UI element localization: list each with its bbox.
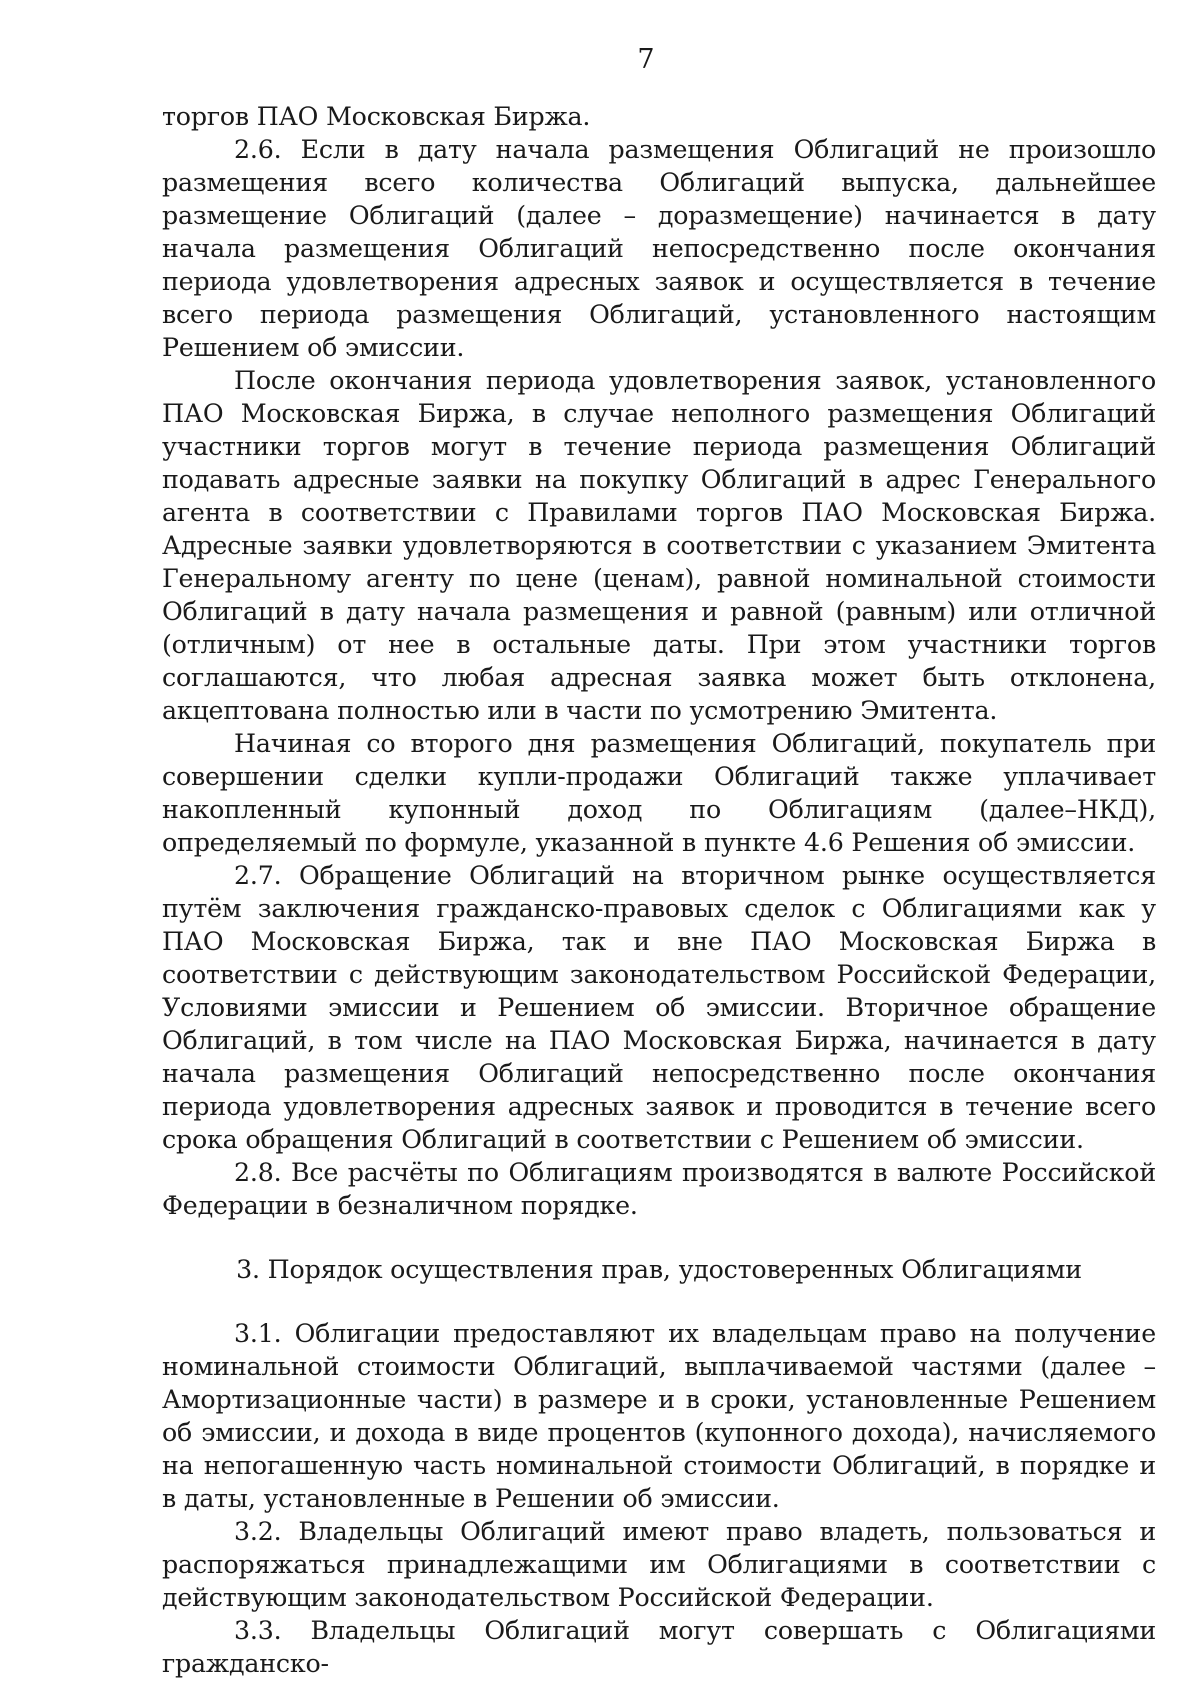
paragraph: 2.7. Обращение Облигаций на вторичном рынке осуществляется путём заключения гражданско-правовых сделок с Облигациями как у ПАО Московская Биржа, так и вне ПАО Московская Биржа в соответствии с действующим законодательством Российской Федерации, Условиями эмиссии и Решением об эмиссии. Вторичное обращение Облигаций, в том числе на ПАО Московская Биржа, начинается в дату начала размещения Облигаций непосредственно после окончания периода удовлетворения адресных заявок и проводится в течение всего срока обращения Облигаций в соответствии с Решением об эмиссии.	[162, 861, 1156, 1154]
paragraph: 2.8. Все расчёты по Облигациям производятся в валюте Российской Федерации в безналичном порядке.	[162, 1158, 1156, 1220]
page-number: 7	[637, 44, 655, 75]
document-body	[162, 100, 1156, 1680]
paragraph: Начиная со второго дня размещения Облигаций, покупатель при совершении сделки купли-продажи Облигаций также уплачивает накопленный купонный доход по Облигациям (далее–НКД), определяемый по формуле, указанной в пункте 4.6 Решения об эмиссии.	[162, 729, 1156, 857]
paragraph: 2.6. Если в дату начала размещения Облигаций не произошло размещения всего количества Облигаций выпуска, дальнейшее размещение Облигаций (далее – доразмещение) начинается в дату начала размещения Облигаций непосредственно после окончания периода удовлетворения адресных заявок и осуществляется в течение всего периода размещения Облигаций, установленного настоящим Решением об эмиссии.	[162, 135, 1156, 362]
paragraph-truncated: 3.3. Владельцы Облигаций могут совершать с Облигациями гражданско-	[162, 1616, 1156, 1678]
section-heading: 3. Порядок осуществления прав, удостоверенных Облигациями	[236, 1255, 1082, 1284]
paragraph: После окончания периода удовлетворения заявок, установленного ПАО Московская Биржа, в случае неполного размещения Облигаций участники торгов могут в течение периода размещения Облигаций подавать адресные заявки на покупку Облигаций в адрес Генерального агента в соответствии с Правилами торгов ПАО Московская Биржа. Адресные заявки удовлетворяются в соответствии с указанием Эмитента Генеральному агенту по цене (ценам), равной номинальной стоимости Облигаций в дату начала размещения и равной (равным) или отличной (отличным) от нее в остальные даты. При этом участники торгов соглашаются, что любая адресная заявка может быть отклонена, акцептована полностью или в части по усмотрению Эмитента.	[162, 366, 1156, 725]
paragraph: торгов ПАО Московская Биржа.	[162, 102, 591, 131]
paragraph: 3.1. Облигации предоставляют их владельцам право на получение номинальной стоимости Облигаций, выплачиваемой частями (далее – Амортизационные части) в размере и в сроки, установленные Решением об эмиссии, и дохода в виде процентов (купонного дохода), начисляемого на непогашенную часть номинальной стоимости Облигаций, в порядке и в даты, установленные в Решении об эмиссии.	[162, 1319, 1156, 1513]
paragraph: 3.2. Владельцы Облигаций имеют право владеть, пользоваться и распоряжаться принадлежащими им Облигациями в соответствии с действующим законодательством Российской Федерации.	[162, 1517, 1156, 1612]
